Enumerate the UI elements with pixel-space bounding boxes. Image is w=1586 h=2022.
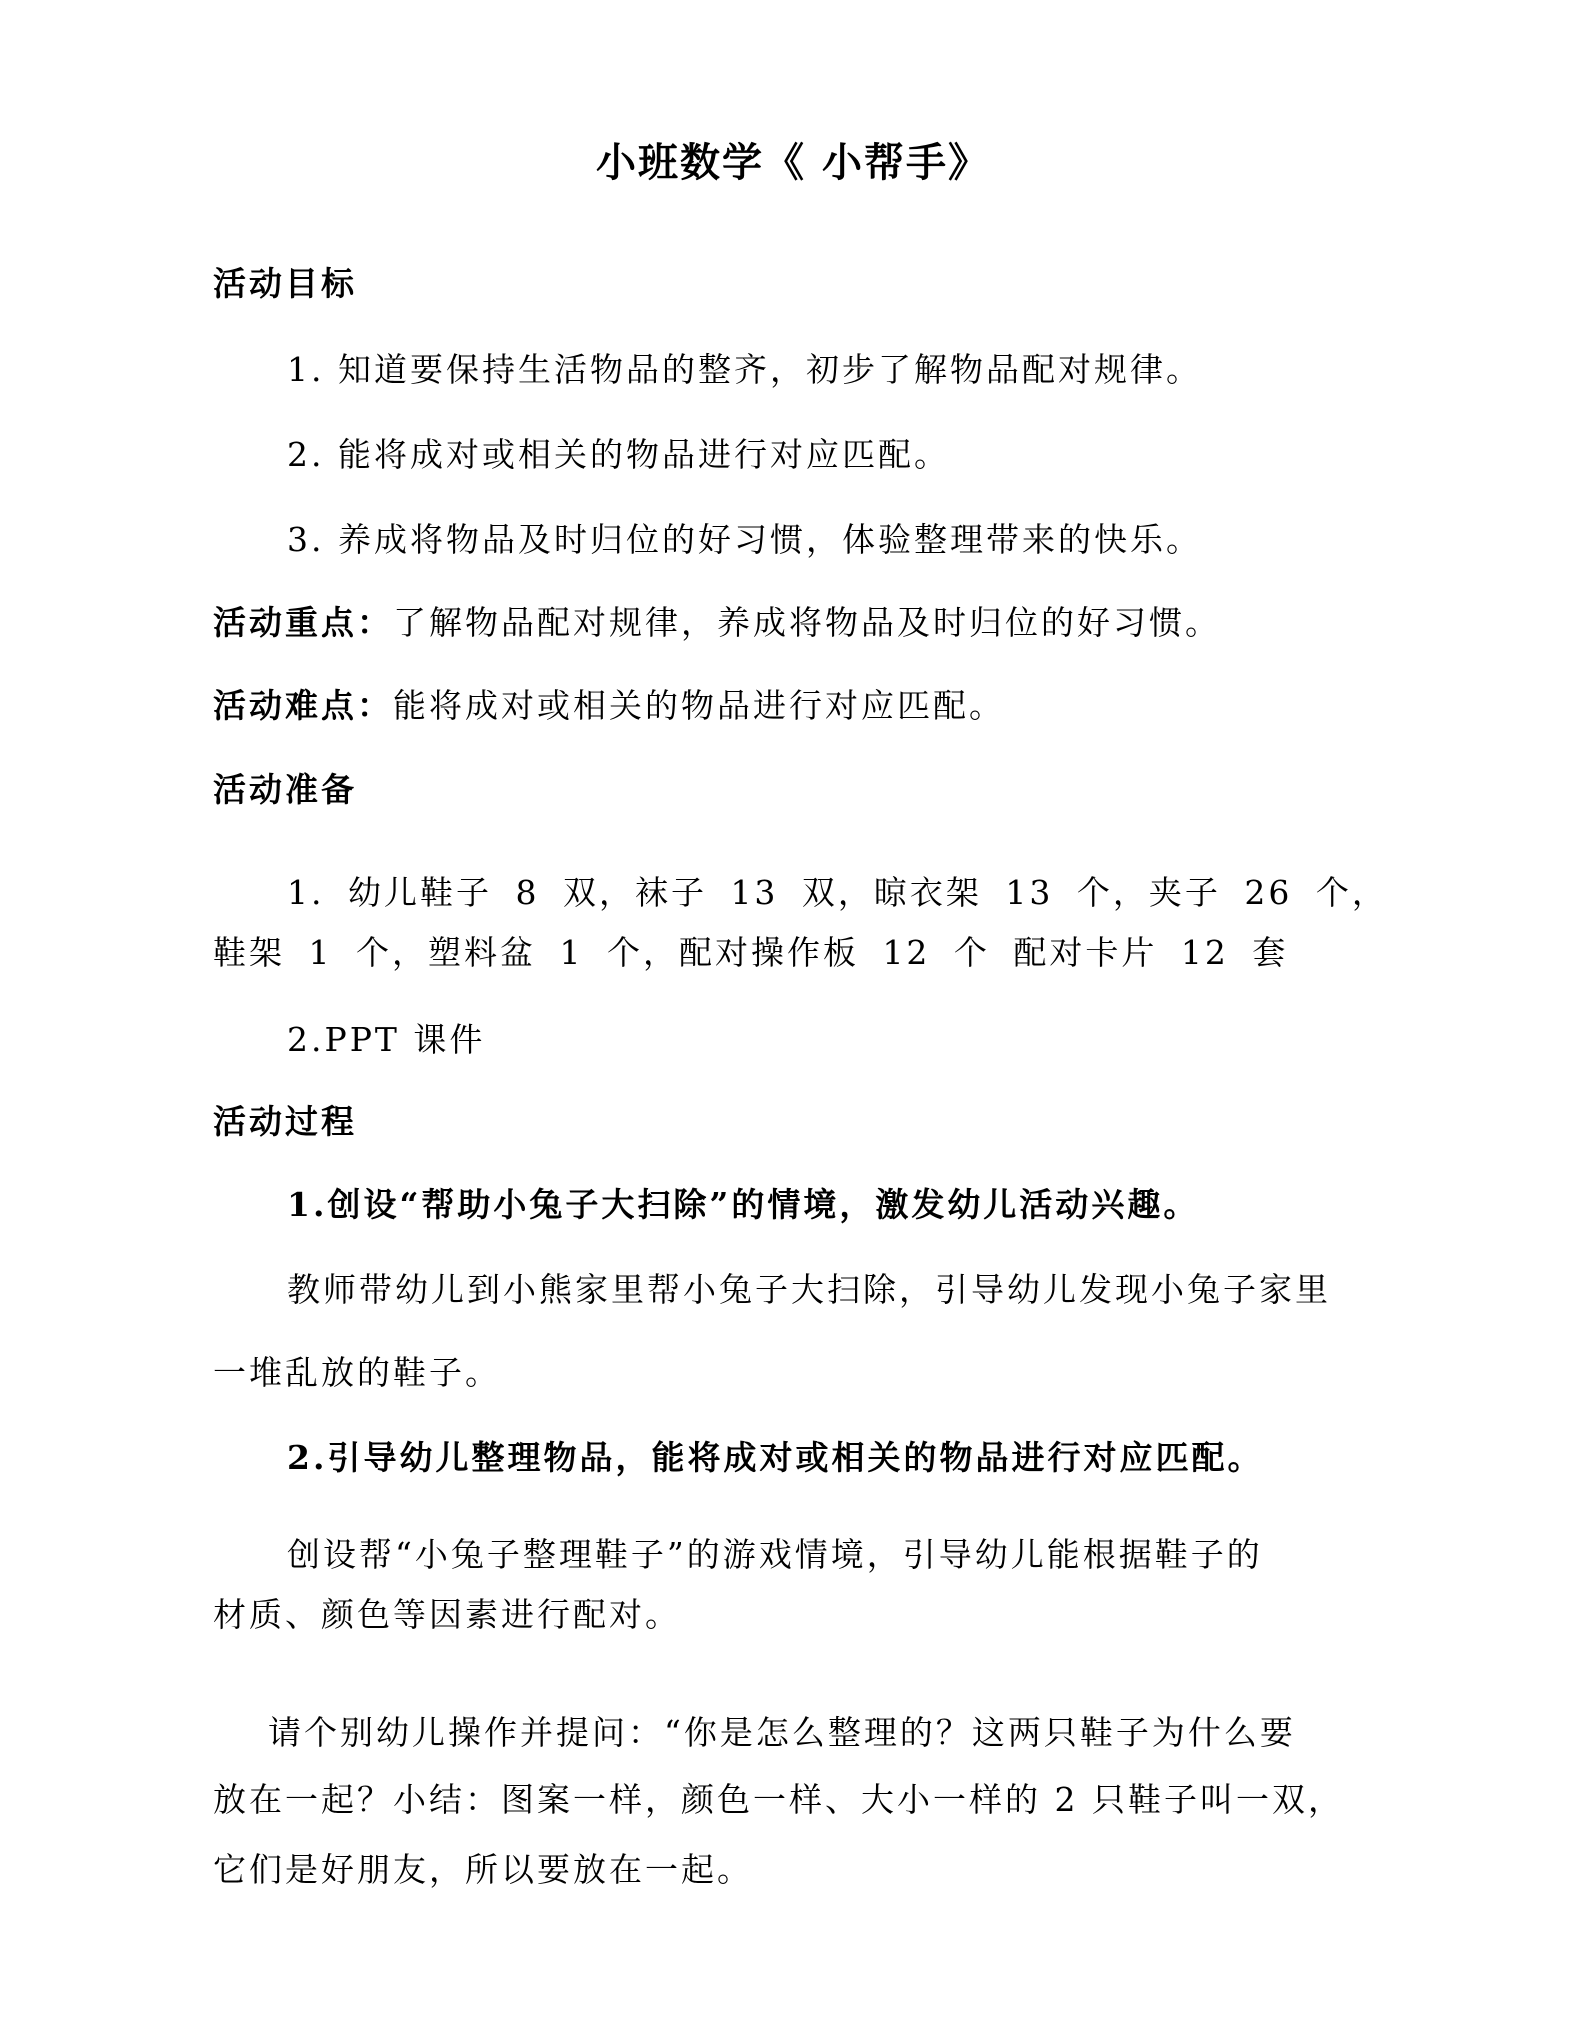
section-heading-preparation: 活动准备 (213, 770, 357, 809)
preparation-item-1-line-1: 1. 幼儿鞋子 8 双，袜子 13 双，晾衣架 13 个，夹子 26 个， (287, 873, 1388, 912)
difficulty-line (213, 686, 1005, 726)
process-step-2-body-line-2: 材质、颜色等因素进行配对。 (213, 1595, 681, 1634)
process-step-2-title: 2.引导幼儿整理物品，能将成对或相关的物品进行对应匹配。 (287, 1438, 1264, 1477)
key-point-line (213, 603, 1221, 643)
goal-item-1: 1. 知道要保持生活物品的整齐，初步了解物品配对规律。 (287, 350, 1202, 389)
process-step-2-body-line-1: 创设帮“小兔子整理鞋子”的游戏情境，引导幼儿能根据鞋子的 (287, 1535, 1263, 1574)
key-point-label: 活动重点： (213, 603, 393, 642)
process-step-2-question-line-2: 放在一起？小结：图案一样，颜色一样、大小一样的 2 只鞋子叫一双， (213, 1780, 1344, 1819)
section-heading-goals: 活动目标 (213, 264, 357, 303)
process-step-1-body-line-1: 教师带幼儿到小熊家里帮小兔子大扫除，引导幼儿发现小兔子家里 (287, 1270, 1331, 1309)
difficulty-label: 活动难点： (213, 686, 393, 725)
preparation-item-1-line-2: 鞋架 1 个，塑料盆 1 个，配对操作板 12 个 配对卡片 12 套 (213, 933, 1289, 972)
difficulty-text: 能将成对或相关的物品进行对应匹配。 (393, 686, 1005, 725)
goal-item-2: 2. 能将成对或相关的物品进行对应匹配。 (287, 435, 950, 474)
process-step-1-body-line-2: 一堆乱放的鞋子。 (213, 1353, 501, 1392)
document-title: 小班数学《 小帮手》 (596, 140, 990, 186)
goal-item-3: 3. 养成将物品及时归位的好习惯，体验整理带来的快乐。 (287, 520, 1202, 559)
preparation-item-2: 2.PPT 课件 (287, 1020, 486, 1059)
section-heading-process: 活动过程 (213, 1102, 357, 1141)
process-step-1-title: 1.创设“帮助小兔子大扫除”的情境，激发幼儿活动兴趣。 (287, 1185, 1200, 1224)
key-point-text: 了解物品配对规律，养成将物品及时归位的好习惯。 (393, 603, 1221, 642)
process-step-2-question-line-3: 它们是好朋友，所以要放在一起。 (213, 1850, 753, 1889)
process-step-2-question-line-1: 请个别幼儿操作并提问：“你是怎么整理的？这两只鞋子为什么要 (268, 1713, 1296, 1752)
